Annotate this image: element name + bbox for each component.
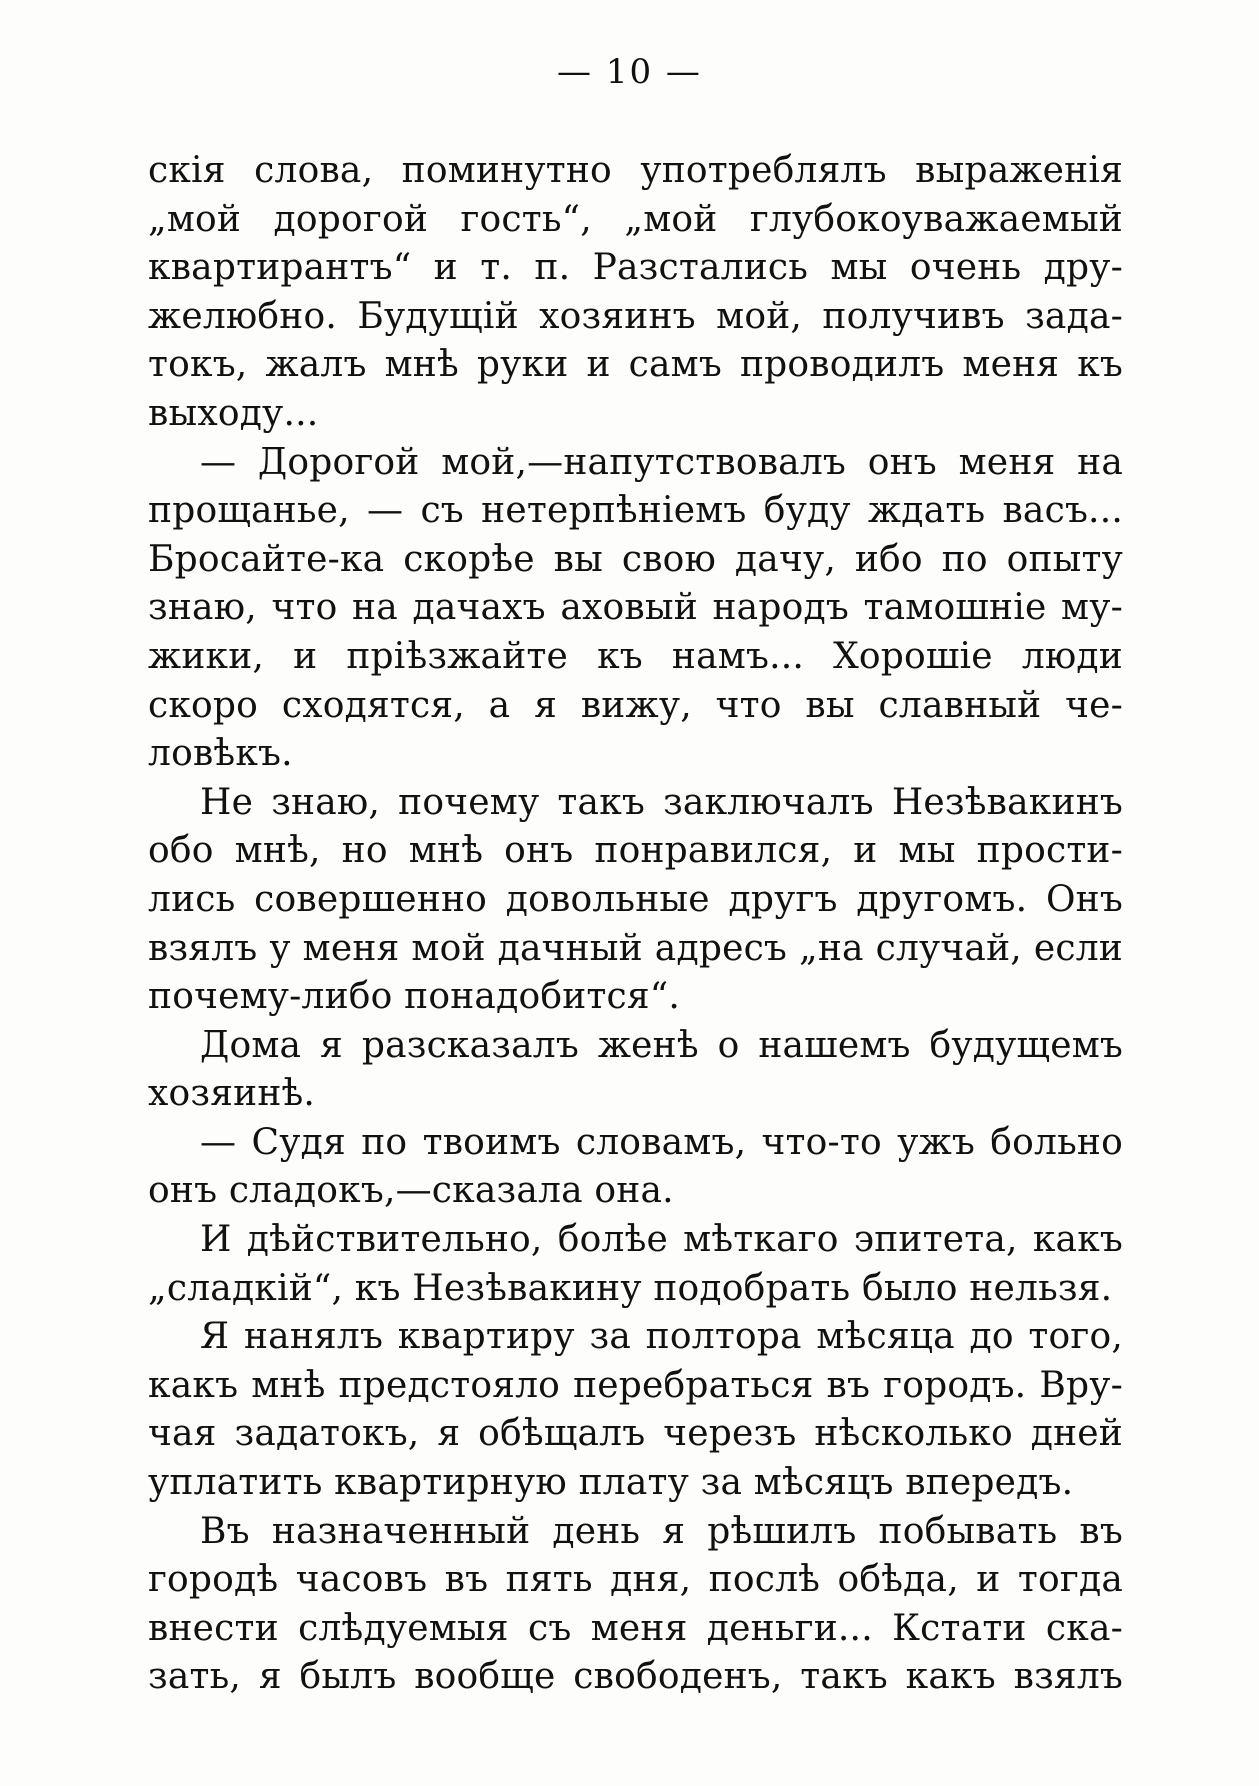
paragraph-4 xyxy=(148,1022,1123,1119)
text-line: квартирантъ“ и т. п. Разстались мы очень дру- xyxy=(148,247,1123,289)
text-line: взялъ у меня мой дачный адресъ „на случай, если xyxy=(148,927,1123,969)
text-line: скія слова, поминутно употреблялъ выраженія xyxy=(148,150,1123,191)
text-line: уплатить квартирную плату за мѣсяцъ впередъ. xyxy=(148,1462,1074,1504)
text-line: какъ мнѣ предстояло перебраться въ городъ. Вру- xyxy=(148,1364,1123,1406)
text-line: Не знаю, почему такъ заключалъ Незѣвакинъ xyxy=(200,781,1123,823)
text-line: чая задатокъ, я обѣщалъ черезъ нѣсколько дней xyxy=(148,1413,1123,1455)
text-line: „мой дорогой гость“, „мой глубокоуважаемый xyxy=(148,198,1123,240)
text-line: ловѣкъ. xyxy=(148,733,293,775)
text-line: скоро сходятся, а я вижу, что вы славный че- xyxy=(148,684,1123,726)
text-line: Бросайте-ка скорѣе вы свою дачу, ибо по опыту xyxy=(148,538,1123,580)
text-line: обо мнѣ, но мнѣ онъ понравился, и мы прости- xyxy=(148,830,1123,872)
text-line: Въ назначенный день я рѣшилъ побывать въ xyxy=(200,1510,1123,1552)
text-line: зать, я былъ вообще свободенъ, такъ какъ взялъ xyxy=(148,1656,1123,1698)
text-line: знаю, что на дачахъ аховый народъ тамошніе му- xyxy=(148,587,1123,629)
paragraph-6 xyxy=(148,1216,1123,1313)
text-line: Дома я разсказалъ женѣ о нашемъ будущемъ xyxy=(200,1024,1123,1066)
text-line: жики, и пріѣзжайте къ намъ... Хорошіе люди xyxy=(148,635,1123,677)
paragraph-3 xyxy=(148,779,1123,1022)
paragraph-8 xyxy=(148,1508,1123,1702)
paragraph-5 xyxy=(148,1119,1123,1216)
text-line: онъ сладокъ,—сказала она. xyxy=(148,1170,674,1212)
body-text xyxy=(148,147,1123,1702)
text-line: желюбно. Будущій хозяинъ мой, получивъ зада- xyxy=(148,295,1123,337)
text-line: — Судя по твоимъ словамъ, что-то ужъ больно xyxy=(200,1121,1123,1163)
paragraph-7 xyxy=(148,1313,1123,1507)
text-line: прощанье, — съ нетерпѣніемъ буду ждать васъ... xyxy=(148,490,1123,532)
text-line: хозяинѣ. xyxy=(148,1073,316,1115)
paragraph-1 xyxy=(148,147,1123,439)
text-line: почему-либо понадобится“. xyxy=(148,976,681,1018)
text-line: — Дорогой мой,—напутствовалъ онъ меня на xyxy=(200,441,1123,483)
paragraph-2 xyxy=(148,439,1123,779)
text-line: городѣ часовъ въ пять дня, послѣ обѣда, и тогда xyxy=(148,1559,1123,1601)
text-line: лись совершенно довольные другъ другомъ. Онъ xyxy=(148,878,1123,920)
text-line: внести слѣдуемыя съ меня деньги... Кстати ска- xyxy=(148,1607,1123,1649)
text-line: выходу... xyxy=(148,392,319,434)
page-number: — 10 — xyxy=(557,52,702,92)
text-line: „сладкій“, къ Незѣвакину подобрать было нельзя. xyxy=(148,1267,1113,1309)
text-line: токъ, жалъ мнѣ руки и самъ проводилъ меня къ xyxy=(148,344,1123,386)
text-line: Я нанялъ квартиру за полтора мѣсяца до того, xyxy=(200,1316,1123,1358)
text-line: И дѣйствительно, болѣе мѣткаго эпитета, какъ xyxy=(200,1219,1123,1261)
